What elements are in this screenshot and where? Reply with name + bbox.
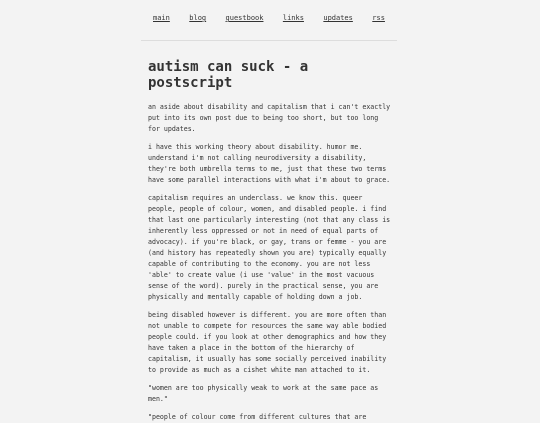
nav-link-guestbook[interactable]: guestbook <box>225 14 264 22</box>
top-nav <box>141 14 397 28</box>
nav-divider <box>141 40 397 41</box>
post-title: autism can suck - a postscript <box>148 59 309 91</box>
post-paragraph: being disabled however is different. you are more often than not unable to compete for resources the same way able bodied people could. if you look at other demographics and how they have taken a place in the bottom of the hierarchy of capitalism, it usually has some socially perceived inability to provide as much as a cishet white man attached to it. <box>148 311 387 374</box>
nav-link-links[interactable]: links <box>282 14 304 22</box>
nav-link-rss[interactable]: rss <box>372 14 385 22</box>
nav-link-blog[interactable]: blog <box>189 14 207 22</box>
post-article <box>141 59 397 423</box>
nav-link-updates[interactable]: updates <box>323 14 353 22</box>
page <box>141 0 397 423</box>
post-paragraph: i have this working theory about disability. humor me. understand i'm not calling neurodiversity a disability, they're both umbrella terms to me, just that these two terms have some parallel interactions with what i'm about to grace. <box>148 143 391 184</box>
post-paragraph: "women are too physically weak to work at the same pace as men." <box>148 384 379 403</box>
nav-link-main[interactable]: main <box>153 14 170 22</box>
post-paragraph: an aside about disability and capitalism that i can't exactly put into its own post due to being too short, but too long for updates. <box>148 103 391 133</box>
post-paragraph: "people of colour come from different cultures that are <box>148 413 367 421</box>
post-paragraph: capitalism requires an underclass. we know this. queer people, people of colour, women, and disabled people. i find that last one particularly interesting (not that any class is inherently less oppressed or not in need of equal parts of advocacy). if you're black, or gay, trans or femme - you are (and history has repeatedly shown you are) typically equally capable of contributing to the economy. you are not less 'able' to create value (i use 'value' in the most vacuous sense of the word). purely in the practical sense, you are physically and mentally capable of holding down a job. <box>148 194 391 301</box>
